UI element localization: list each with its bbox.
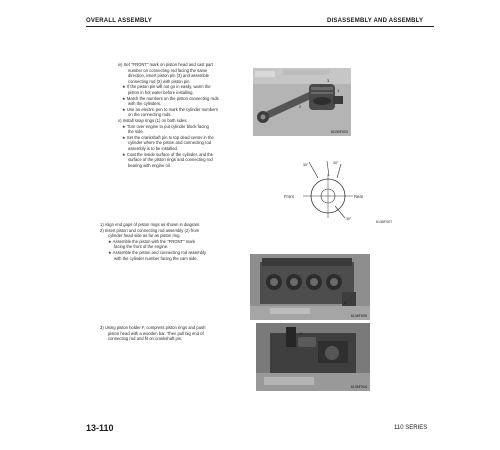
- text-line: bearing with engine oil.: [128, 162, 171, 168]
- text-line: piston in hot water before installing.: [128, 89, 194, 95]
- piston-holder-illustration: [256, 323, 370, 391]
- text-line: piston head with a wooden bar. Then pull big end of: [108, 330, 204, 336]
- figure-code: 6136F204: [350, 385, 367, 389]
- text-line: ★ Match the numbers on the piston connecting rods: [122, 95, 219, 101]
- piston-connecting-rod-photo: [253, 68, 351, 136]
- text-line: the side.: [128, 129, 144, 135]
- steps-1-2-text: [100, 222, 250, 261]
- piston-rod-illustration: [253, 68, 351, 136]
- diagram-rear-label: Rear: [354, 194, 364, 199]
- text-line: connecting rod and fit on crankshaft pin.: [108, 336, 183, 342]
- text-line: cylinder head side as far as piston ring.: [108, 233, 181, 239]
- text-line: 2) Insert piston and connecting rod assembly (2) from: [100, 227, 200, 233]
- engine-block-illustration: [250, 254, 370, 320]
- text-line: with the cylinders.: [128, 101, 162, 107]
- svg-text:30°: 30°: [303, 163, 309, 167]
- text-line: ★ Set the crankshaft pin to top dead center in the: [122, 134, 214, 140]
- section-header-left: OVERALL ASSEMBLY: [86, 18, 152, 24]
- svg-text:2: 2: [344, 300, 347, 305]
- engine-block-photo-1: [250, 254, 370, 320]
- text-line: ★ Coat the inside surface of the cylinder, and the: [122, 151, 214, 157]
- step-iv-text: [118, 62, 246, 168]
- svg-text:30°: 30°: [333, 161, 339, 165]
- svg-text:30°: 30°: [346, 217, 352, 221]
- text-line: ★ Assemble the piston with the "FRONT" mark: [108, 238, 196, 244]
- text-line: ★ Turn over engine to put cylinder block facing: [122, 123, 209, 129]
- text-line: facing the front of the engine.: [114, 244, 169, 250]
- svg-text:2: 2: [299, 104, 302, 109]
- text-line: direction, insert piston pin (3) and assemble: [128, 73, 209, 79]
- text-line: ★ Assemble the piston and connecting rod assembly: [108, 249, 207, 255]
- text-line: on the connecting rods.: [128, 112, 172, 118]
- svg-text:1: 1: [337, 88, 340, 93]
- text-line: iv) Set "FRONT" mark on piston head and cast part: [118, 62, 213, 67]
- diagram-front-label: Front: [284, 194, 294, 199]
- diagram-code: 6136F007: [376, 220, 393, 224]
- text-line: 3) Using piston holder F, compress piston rings and push: [100, 325, 206, 330]
- text-line: connecting rod (2) with piston pin.: [128, 78, 191, 84]
- text-line: 1) Align end gaps of piston rings as shown in diagram.: [100, 222, 201, 227]
- series-label: 110 SERIES: [394, 425, 428, 431]
- text-line: ★ If the piston pin will not go in easily, warm the: [122, 84, 211, 90]
- text-line: v) Install snap rings (1) on both sides.: [118, 117, 188, 123]
- svg-text:2: 2: [300, 331, 303, 336]
- text-line: with the cylinder number facing the cam side.: [114, 255, 198, 261]
- text-line: ★ Use an electric pen to mark the cylinder numbers: [122, 106, 218, 112]
- step-3-text: [100, 325, 250, 342]
- figure-code: 6C0BF003: [330, 130, 348, 134]
- figure-code: 6136F095: [350, 314, 367, 318]
- text-line: number on connecting rod facing the same: [128, 67, 208, 73]
- section-header-right: DISASSEMBLY AND ASSEMBLY: [327, 18, 424, 24]
- page-number: 13-110: [86, 423, 114, 433]
- header-rule: [86, 26, 434, 27]
- ring-gap-diagram: [283, 158, 373, 228]
- engine-block-photo-2: [256, 323, 370, 391]
- text-line: surface of the piston rings and connecting rod: [128, 157, 213, 163]
- svg-text:3: 3: [327, 78, 330, 83]
- text-line: assembly is to be installed.: [128, 145, 179, 151]
- text-line: cylinder where the piston and connecting rod: [128, 140, 212, 146]
